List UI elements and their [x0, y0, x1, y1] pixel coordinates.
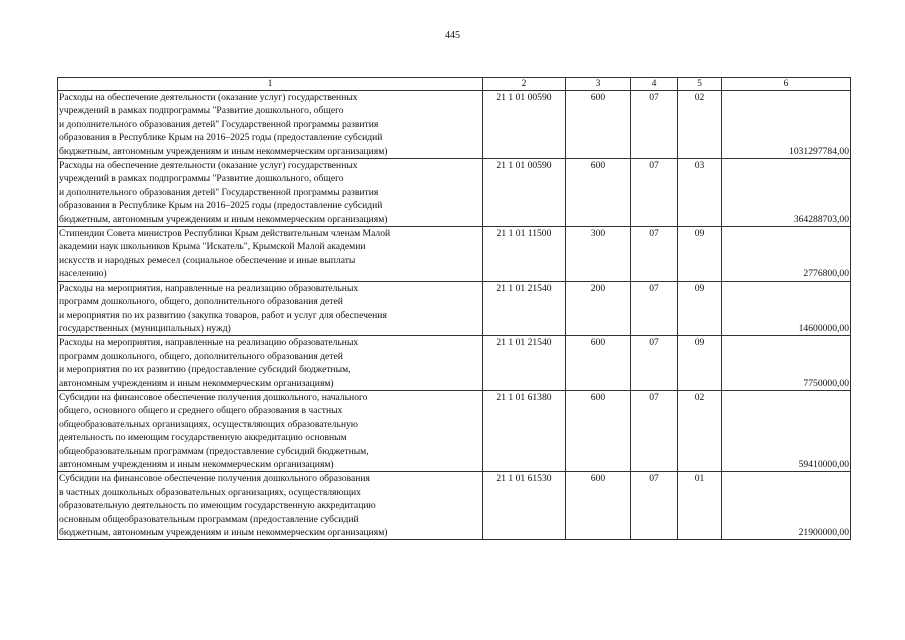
- row-description: Расходы на обеспечение деятельности (оказание услуг) государственных учреждений в рамках подпрограммы "Развитие дошкольного, общего и дополнительного образования детей" Государственной программы развития образования в Республике Крым на 2016–2025 годы (предоставление субсидий бюджетным, автономным учреждениям и иным некоммерческим организациям): [58, 159, 483, 227]
- row-expense-type: 600: [566, 91, 631, 159]
- row-description: Расходы на мероприятия, направленные на реализацию образовательных программ дошкольного, общего, дополнительного образования детей и мероприятия по их развитию (предоставление субсидий бюджетным, автономным учреждениям и иным некоммерческим организациям): [58, 336, 483, 391]
- row-amount: 21900000,00: [722, 472, 851, 540]
- row-section: 07: [631, 227, 678, 282]
- row-section: 07: [631, 91, 678, 159]
- column-header: 5: [678, 78, 722, 91]
- table-row: [58, 390, 851, 471]
- table-row: [58, 472, 851, 540]
- row-amount: 14600000,00: [722, 281, 851, 336]
- row-description: Стипендии Совета министров Республики Крым действительным членам Малой академии наук школьников Крыма "Искатель", Крымской Малой академии искусств и народных ремесел (социальное обеспечение и иные выплаты населению): [58, 227, 483, 282]
- row-target-code: 21 1 01 21540: [483, 281, 566, 336]
- row-expense-type: 600: [566, 472, 631, 540]
- table-row: [58, 336, 851, 391]
- row-subsection: 09: [678, 227, 722, 282]
- row-amount: 364288703,00: [722, 159, 851, 227]
- row-description: Расходы на обеспечение деятельности (оказание услуг) государственных учреждений в рамках подпрограммы "Развитие дошкольного, общего и дополнительного образования детей" Государственной программы развития образования в Республике Крым на 2016–2025 годы (предоставление субсидий бюджетным, автономным учреждениям и иным некоммерческим организациям): [58, 91, 483, 159]
- row-target-code: 21 1 01 11500: [483, 227, 566, 282]
- row-amount: 1031297784,00: [722, 91, 851, 159]
- row-description: Субсидии на финансовое обеспечение получения дошкольного образования в частных дошкольных образовательных организациях, осуществляющих образовательную деятельность по имеющим государственную аккредитацию основным общеобразовательным программам (предоставление субсидий бюджетным, автономным учреждениям и иным некоммерческим организациям): [58, 472, 483, 540]
- table-row: [58, 281, 851, 336]
- row-subsection: 01: [678, 472, 722, 540]
- table-row: [58, 227, 851, 282]
- row-section: 07: [631, 159, 678, 227]
- row-description: Расходы на мероприятия, направленные на реализацию образовательных программ дошкольного, общего, дополнительного образования детей и мероприятия по их развитию (закупка товаров, работ и услуг для обеспечения государственных (муниципальных) нужд): [58, 281, 483, 336]
- row-target-code: 21 1 01 61530: [483, 472, 566, 540]
- page-number: 445: [445, 30, 460, 41]
- table-row: [58, 159, 851, 227]
- row-target-code: 21 1 01 21540: [483, 336, 566, 391]
- row-subsection: 09: [678, 281, 722, 336]
- row-section: 07: [631, 390, 678, 471]
- column-header: 1: [58, 78, 483, 91]
- column-header: 2: [483, 78, 566, 91]
- row-expense-type: 600: [566, 336, 631, 391]
- row-expense-type: 600: [566, 159, 631, 227]
- column-header: 4: [631, 78, 678, 91]
- row-amount: 2776800,00: [722, 227, 851, 282]
- table-header-row: [58, 78, 851, 91]
- column-header: 3: [566, 78, 631, 91]
- row-amount: 59410000,00: [722, 390, 851, 471]
- row-target-code: 21 1 01 00590: [483, 91, 566, 159]
- row-amount: 7750000,00: [722, 336, 851, 391]
- row-subsection: 02: [678, 390, 722, 471]
- table-row: [58, 91, 851, 159]
- row-expense-type: 200: [566, 281, 631, 336]
- budget-table: [57, 77, 851, 540]
- row-subsection: 03: [678, 159, 722, 227]
- row-section: 07: [631, 336, 678, 391]
- row-expense-type: 300: [566, 227, 631, 282]
- row-subsection: 09: [678, 336, 722, 391]
- row-subsection: 02: [678, 91, 722, 159]
- row-section: 07: [631, 472, 678, 540]
- row-description: Субсидии на финансовое обеспечение получения дошкольного, начального общего, основного общего и среднего общего образования в частных общеобразовательных организациях, осуществляющих образовательную деятельность по имеющим государственную аккредитацию основным общеобразовательным программам (предоставление субсидий бюджетным, автономным учреждениям и иным некоммерческим организациям): [58, 390, 483, 471]
- row-section: 07: [631, 281, 678, 336]
- row-target-code: 21 1 01 00590: [483, 159, 566, 227]
- row-expense-type: 600: [566, 390, 631, 471]
- row-target-code: 21 1 01 61380: [483, 390, 566, 471]
- column-header: 6: [722, 78, 851, 91]
